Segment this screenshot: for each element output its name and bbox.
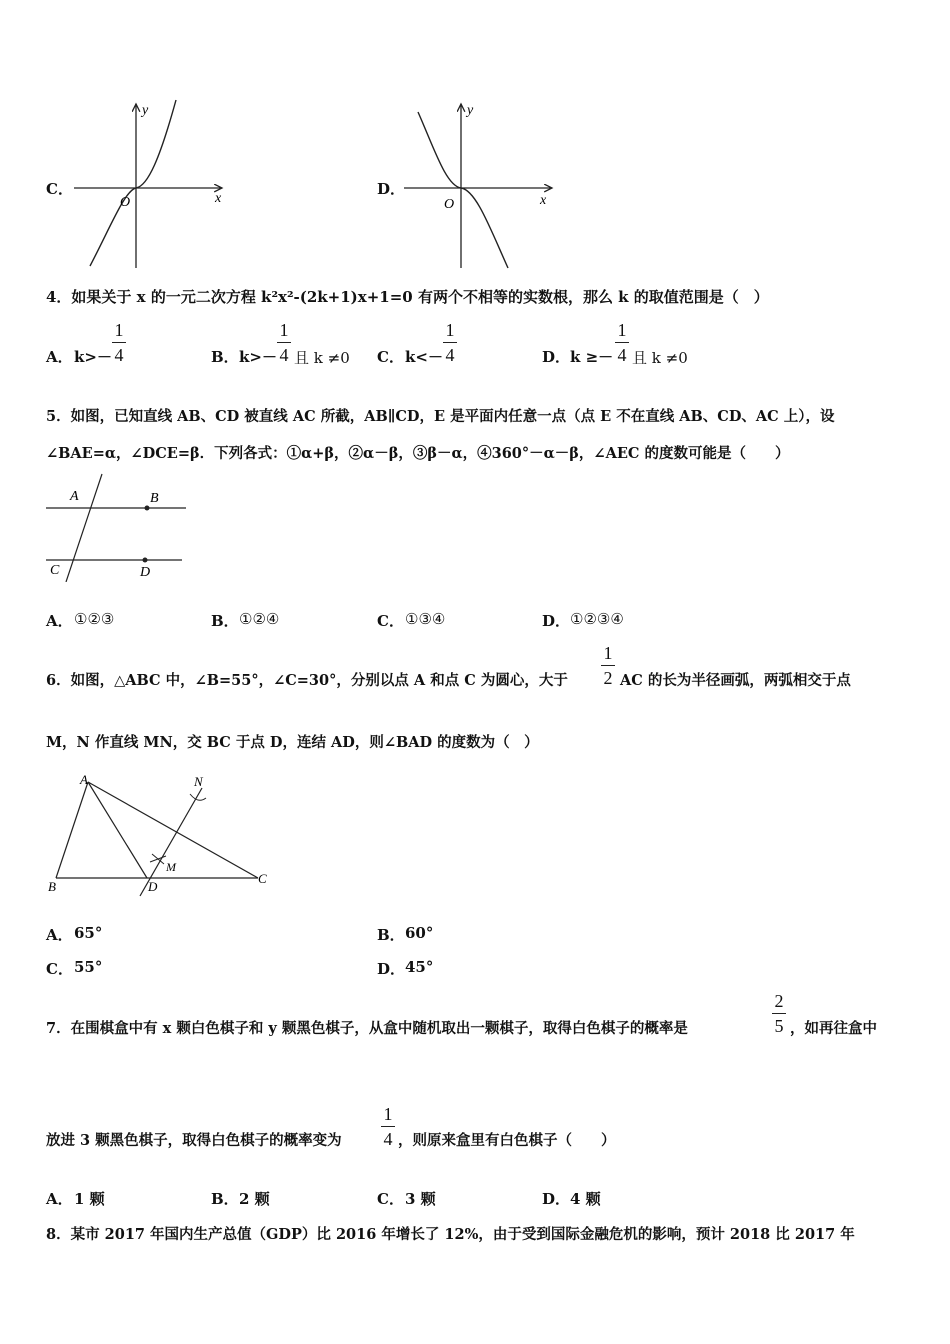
q5-stem-line1: 5．如图，已知直线 AB、CD 被直线 AC 所截，AB∥CD，E 是平面内任意一点（点 E 不在直线 AB、CD、AC 上），设 — [46, 408, 835, 425]
q5-option-b-label: B． — [211, 612, 239, 630]
segment-ad — [88, 782, 147, 878]
q4-option-a-text: k>－ — [74, 348, 112, 366]
segment-ab — [56, 782, 88, 878]
label-d: D — [140, 565, 151, 580]
q4-option-c-text: k<－ — [405, 348, 443, 366]
q7-option-d-label: D． — [542, 1190, 571, 1208]
q4-option-a-label: A． — [46, 348, 73, 366]
q7-option-a-label: A． — [46, 1190, 73, 1208]
q5-option-d-text: ①②③④ — [570, 610, 624, 628]
label-m: M — [166, 860, 176, 874]
q6-figure — [44, 770, 274, 900]
q5-option-d-label: D． — [542, 612, 571, 630]
label-c: C — [258, 871, 267, 886]
q7-stem-line2-part1: 放进 3 颗黑色棋子，取得白色棋子的概率变为 — [46, 1132, 342, 1149]
q7-option-c-text: 3 颗 — [405, 1190, 436, 1208]
label-d: D — [148, 879, 158, 894]
cubic-curve — [90, 100, 176, 266]
q4-option-c-label: C． — [377, 348, 404, 366]
point-b — [145, 506, 150, 511]
q4-option-b-label: B． — [211, 348, 239, 366]
q3-option-d-label: D． — [377, 180, 406, 198]
label-a: A — [80, 772, 88, 787]
q4-option-d-label: D． — [542, 348, 571, 366]
q4-option-b-fraction: 1 4 — [277, 320, 291, 365]
q6-option-c-label: C． — [46, 960, 73, 978]
q4-option-a-fraction: 1 4 — [112, 320, 126, 365]
q7-option-b-label: B． — [211, 1190, 239, 1208]
q6-option-d-text: 45° — [405, 958, 434, 976]
y-label: y — [142, 103, 149, 118]
q8-stem-line1: 8．某市 2017 年国内生产总值（GDP）比 2016 年增长了 12%，由于受到国际金融危机的影响，预计 2018 比 2017 年 — [46, 1226, 855, 1243]
q4-stem: 4．如果关于 x 的一元二次方程 k²x²-(2k+1)x+1=0 有两个不相等的实数根，那么 k 的取值范围是（ ） — [46, 288, 769, 306]
q5-figure — [44, 472, 194, 582]
q7-option-b-text: 2 颗 — [239, 1190, 270, 1208]
q5-option-a-label: A． — [46, 612, 73, 630]
origin-label: O — [444, 197, 455, 212]
cubic-curve — [418, 112, 508, 268]
q7-option-a-text: 1 颗 — [74, 1190, 105, 1208]
q6-option-b-label: B． — [377, 926, 405, 944]
q5-option-a-text: ①②③ — [74, 610, 115, 628]
q6-fraction: 1 2 — [601, 643, 615, 688]
label-b: B — [48, 879, 56, 894]
q5-option-b-text: ①②④ — [239, 610, 280, 628]
q5-option-c-label: C． — [377, 612, 404, 630]
q7-stem-line1-part1: 7．在围棋盒中有 x 颗白色棋子和 y 颗黑色棋子，从盒中随机取出一颗棋子，取得白色棋子的概率是 — [46, 1020, 688, 1037]
q6-option-a-text: 65° — [74, 924, 103, 942]
q6-option-d-label: D． — [377, 960, 406, 978]
q3-graph-d — [400, 98, 560, 270]
q6-stem-line1-part2: AC 的长为半径画弧，两弧相交于点 — [620, 672, 851, 689]
q6-stem-line2: M，N 作直线 MN，交 BC 于点 D，连结 AD，则∠BAD 的度数为（ ） — [46, 734, 539, 751]
q5-stem-line2: ∠BAE=α，∠DCE=β．下列各式：①α+β，②α－β，③β－α，④360°－α－β，∠AEC 的度数可能是（ ） — [46, 445, 790, 462]
q4-option-d-suffix: 且 k ≠0 — [632, 349, 688, 367]
y-label: y — [467, 103, 474, 118]
x-label: x — [215, 191, 222, 206]
label-a: A — [70, 489, 79, 504]
q7-option-c-label: C． — [377, 1190, 404, 1208]
origin-label: O — [120, 195, 131, 210]
q7-stem-line1-part2: ，如再往盒中 — [790, 1020, 877, 1037]
q7-stem-line2-part2: ，则原来盒里有白色棋子（ ） — [398, 1132, 616, 1149]
q6-option-a-label: A． — [46, 926, 73, 944]
q7-fraction-1: 2 5 — [772, 991, 786, 1036]
q3-option-c-label: C． — [46, 180, 73, 198]
q6-option-c-text: 55° — [74, 958, 103, 976]
label-b: B — [150, 491, 159, 506]
q4-option-d-text: k ≥－ — [570, 348, 614, 366]
q5-option-c-text: ①③④ — [405, 610, 446, 628]
label-n: N — [194, 774, 203, 789]
label-c: C — [50, 563, 60, 578]
q4-option-b-suffix: 且 k ≠0 — [294, 349, 350, 367]
x-label: x — [540, 193, 547, 208]
q4-option-b-text: k>－ — [239, 348, 277, 366]
q3-graph-c — [70, 98, 230, 270]
q6-stem-line1-part1: 6．如图，△ABC 中，∠B=55°，∠C=30°，分别以点 A 和点 C 为圆心，大于 — [46, 672, 568, 689]
point-d — [143, 558, 148, 563]
q7-fraction-2: 1 4 — [381, 1104, 395, 1149]
q4-option-c-fraction: 1 4 — [443, 320, 457, 365]
q6-option-b-text: 60° — [405, 924, 434, 942]
q4-option-d-fraction: 1 4 — [615, 320, 629, 365]
q7-option-d-text: 4 颗 — [570, 1190, 601, 1208]
